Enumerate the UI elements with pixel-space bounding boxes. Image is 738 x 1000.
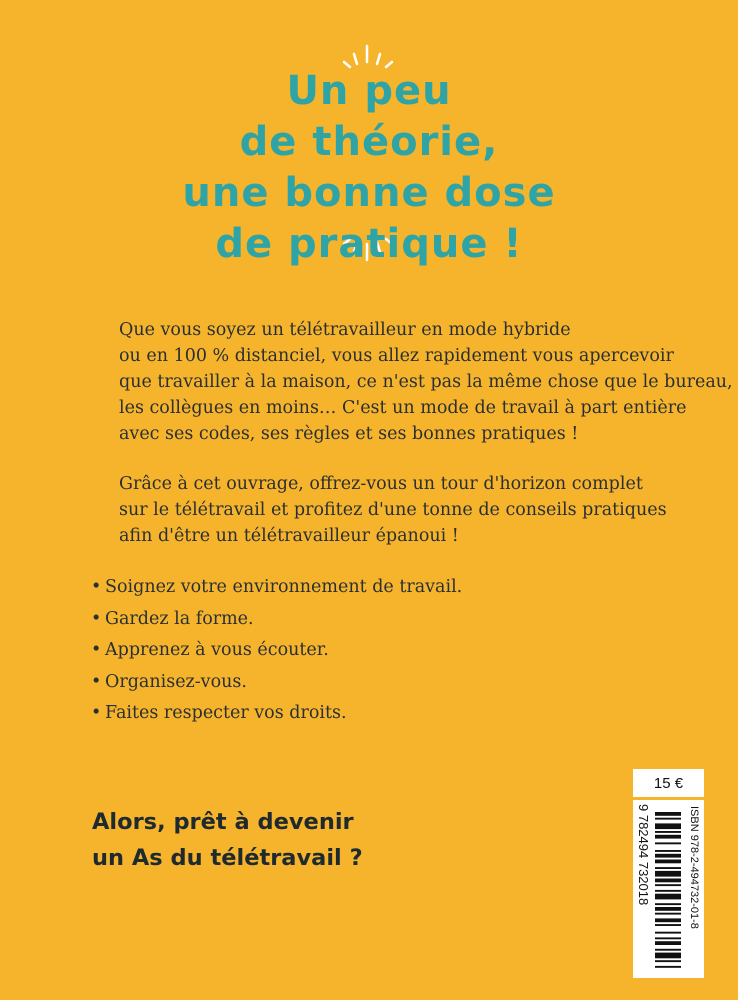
intro-line: avec ses codes, ses règles et ses bonnes pratiques ! xyxy=(119,424,579,444)
bullet-marker: • xyxy=(91,608,102,629)
intro-line: Que vous soyez un télétravailleur en mode hybride xyxy=(119,320,571,340)
barcode-bar xyxy=(655,850,681,852)
barcode-bar xyxy=(655,953,681,959)
offer-line: afin d'être un télétravailleur épanoui ! xyxy=(119,526,459,546)
barcode-bar xyxy=(655,812,681,816)
list-item-text: Organisez-vous. xyxy=(105,671,247,692)
barcode-bar xyxy=(655,924,681,926)
list-item xyxy=(91,574,462,606)
bullet-marker: • xyxy=(91,703,102,723)
barcode-bar xyxy=(655,903,681,905)
price-tag: 15 € xyxy=(633,769,704,797)
barcode-bar xyxy=(655,884,681,886)
barcode-bar xyxy=(655,867,681,869)
barcode-bar xyxy=(655,918,681,922)
barcode-bar xyxy=(655,842,681,844)
barcode-bar xyxy=(655,831,681,833)
list-item xyxy=(91,669,462,701)
intro-paragraph xyxy=(119,317,733,447)
barcode-bar xyxy=(655,835,681,839)
barcode-bar xyxy=(655,949,681,951)
headline xyxy=(0,66,738,270)
barcode-bar xyxy=(655,860,681,864)
intro-line: les collègues en moins… C'est un mode de travail à part entière xyxy=(119,398,687,418)
list-item-text: Apprenez à vous écouter. xyxy=(105,640,329,660)
barcode-bar xyxy=(655,871,681,877)
list-item xyxy=(91,606,462,638)
offer-paragraph xyxy=(119,471,667,549)
barcode-bar xyxy=(655,941,681,945)
intro-line: ou en 100 % distanciel, vous allez rapidement vous apercevoir xyxy=(119,346,674,366)
barcode-bar xyxy=(655,937,681,939)
barcode-bar xyxy=(655,890,681,892)
bullet-marker: • xyxy=(91,640,102,660)
isbn-barcode xyxy=(633,800,704,978)
barcode-bar xyxy=(655,966,681,968)
list-item-text: Soignez votre environnement de travail. xyxy=(105,577,463,597)
list-item xyxy=(91,637,462,669)
barcode-bar xyxy=(655,907,681,911)
barcode-bar xyxy=(655,960,681,962)
offer-line: Grâce à cet ouvrage, offrez-vous un tour d'horizon complet xyxy=(119,474,643,494)
tips-list xyxy=(91,574,462,732)
offer-line: sur le télétravail et profitez d'une tonne de conseils pratiques xyxy=(119,500,667,520)
headline-line: de pratique ! xyxy=(215,221,523,267)
headline-line: une bonne dose xyxy=(182,170,556,216)
bullet-marker: • xyxy=(91,577,102,597)
barcode-bar xyxy=(655,854,681,858)
barcode-bar xyxy=(655,879,681,883)
headline-line: Un peu xyxy=(286,68,452,114)
barcode-bar xyxy=(655,823,681,829)
closing-question xyxy=(92,804,363,876)
list-item-text: Gardez la forme. xyxy=(105,608,254,629)
barcode-bar xyxy=(655,818,681,820)
barcode-bar xyxy=(655,932,681,934)
isbn-label: ISBN 978-2-494732-01-8 xyxy=(688,806,700,929)
barcode-bar xyxy=(655,913,681,915)
closing-line: Alors, prêt à devenir xyxy=(92,809,354,835)
barcode-bars xyxy=(655,812,681,968)
headline-line: de théorie, xyxy=(239,119,499,165)
bullet-marker: • xyxy=(91,671,102,692)
list-item xyxy=(91,700,462,732)
closing-line: un As du télétravail ? xyxy=(92,845,363,871)
list-item-text: Faites respecter vos droits. xyxy=(105,703,347,723)
intro-line: que travailler à la maison, ce n'est pas la même chose que le bureau, xyxy=(119,372,733,392)
isbn-digits: 9 782494 732018 xyxy=(636,804,651,906)
barcode-bar xyxy=(655,894,681,900)
